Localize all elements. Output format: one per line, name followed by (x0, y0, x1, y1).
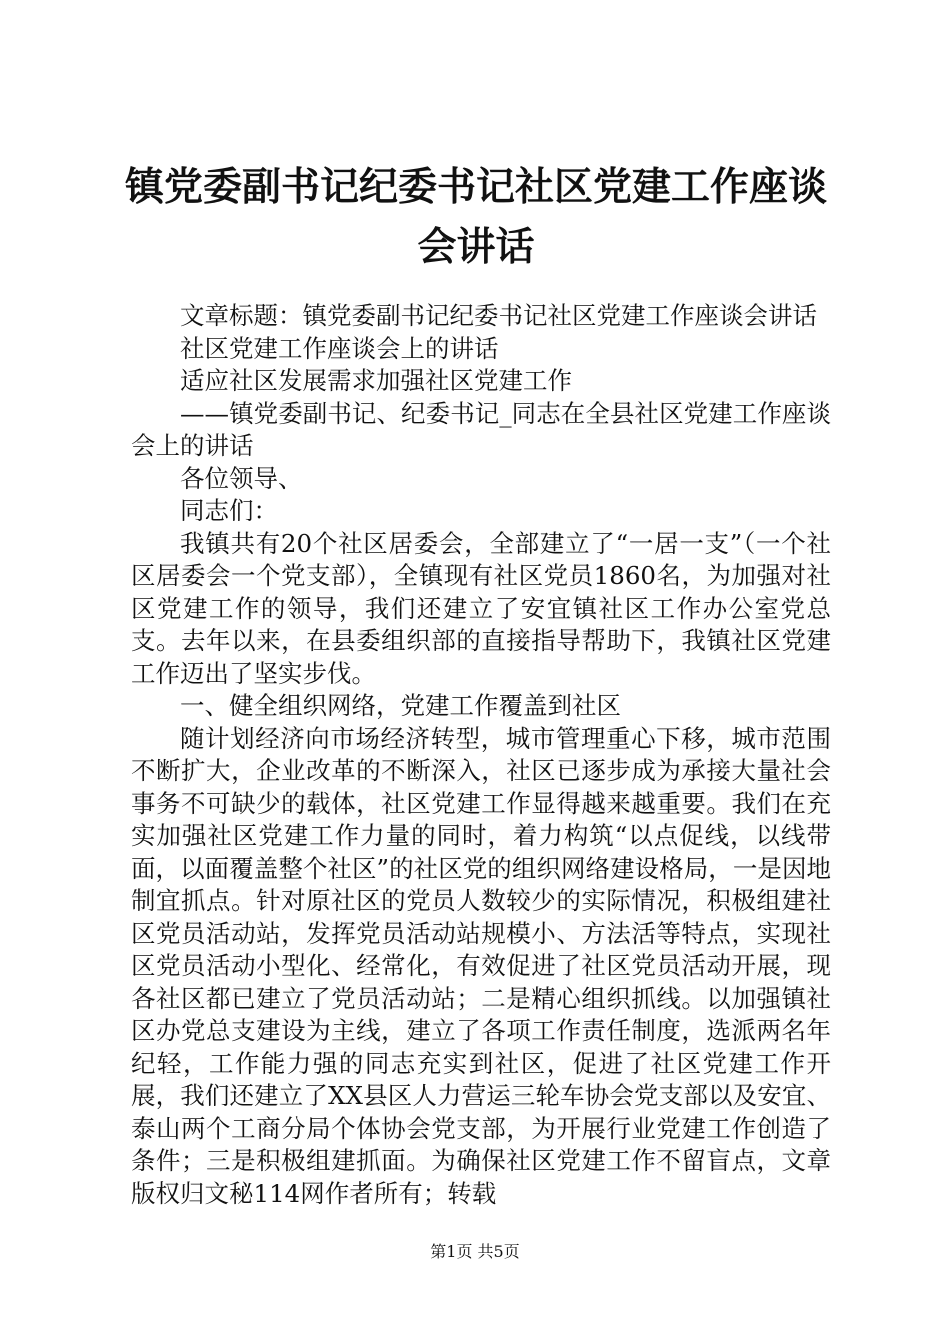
salutation: 同志们： (180, 496, 278, 525)
article-title-line: 文章标题：镇党委副书记纪委书记社区党建工作座谈会讲话 (180, 301, 817, 330)
document-title: 镇党委副书记纪委书记社区党建工作座谈会讲话 (124, 165, 827, 270)
paragraph: 社区党建工作座谈会上的讲话 (180, 333, 499, 363)
paragraph: ——镇党委副书记、纪委书记_同志在全县社区党建工作座谈会上的讲话 (131, 398, 831, 460)
document-body (131, 300, 831, 1210)
paragraph: 随计划经济向市场经济转型，城市管理重心下移，城市范围不断扩大，企业改革的不断深入，社区已逐步成为承接大量社会事务不可缺少的载体，社区党建工作显得越来越重要。我们在充实加强社区党建工作力量的同时，着力构筑“以点促线，以线带面，以面覆盖整个社区”的社区党的组织网络建设格局，一是因地制宜抓点。针对原社区的党员人数较少的实际情况，积极组建社区党员活动站，发挥党员活动站规模小、方法活等特点，实现社区党员活动小型化、经常化，有效促进了社区党员活动开展，现各社区都已建立了党员活动站；二是精心组织抓线。以加强镇社区办党总支建设为主线，建立了各项工作责任制度，选派两名年纪轻，工作能力强的同志充实到社区，促进了社区党建工作开展，我们还建立了XX县区人力营运三轮车协会党支部以及安宜、泰山两个工商分局个体协会党支部，为开展行业党建工作创造了条件；三是积极组建抓面。为确保社区党建工作不留盲点，文章版权归文秘114网作者所有；转载 (131, 723, 831, 1208)
paragraph: 我镇共有20个社区居委会，全部建立了“一居一支”（一个社区居委会一个党支部），全镇现有社区党员1860名，为加强对社区党建工作的领导，我们还建立了安宜镇社区工作办公室党总支。去年以来，在县委组织部的直接指导帮助下，我镇社区党建工作迈出了坚实步伐。 (131, 528, 831, 688)
paragraph: 适应社区发展需求加强社区党建工作 (180, 366, 572, 395)
section-heading: 一、健全组织网络，党建工作覆盖到社区 (180, 691, 621, 720)
page-footer: 第1页 共5页 (430, 1242, 520, 1261)
salutation: 各位领导、 (180, 463, 303, 493)
